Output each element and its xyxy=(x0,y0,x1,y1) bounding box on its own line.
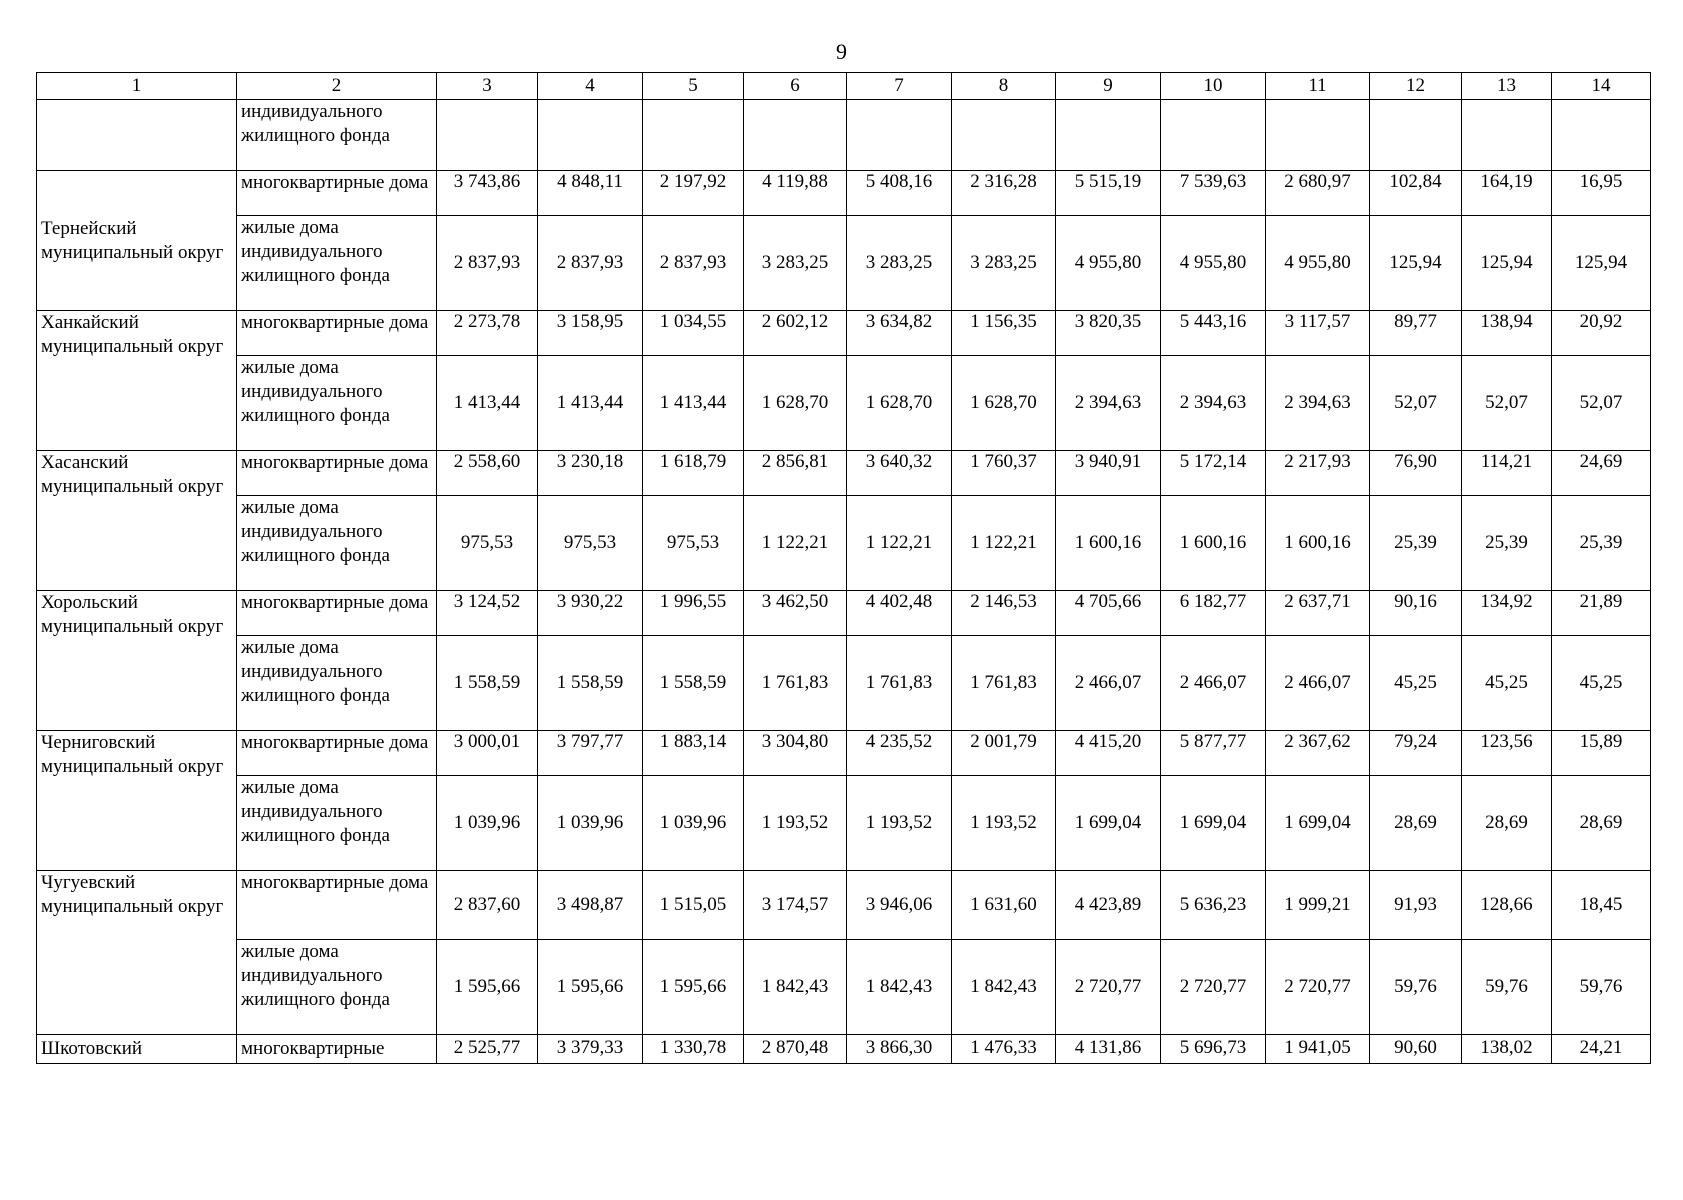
table-row xyxy=(37,776,1651,871)
value-cell: 15,89 xyxy=(1552,731,1651,776)
value-cell: 2 558,60 xyxy=(437,451,538,496)
value-cell: 4 955,80 xyxy=(1056,216,1161,311)
value-cell: 2 837,60 xyxy=(437,871,538,940)
column-header: 9 xyxy=(1056,73,1161,100)
value-cell: 76,90 xyxy=(1370,451,1462,496)
value-cell: 1 039,96 xyxy=(437,776,538,871)
value-cell xyxy=(643,100,744,171)
value-cell: 3 498,87 xyxy=(538,871,643,940)
value-cell: 2 146,53 xyxy=(952,591,1056,636)
value-cell: 3 797,77 xyxy=(538,731,643,776)
value-cell: 2 837,93 xyxy=(538,216,643,311)
column-header: 1 xyxy=(37,73,237,100)
housing-type-cell: многоквартирные дома xyxy=(237,591,437,636)
value-cell: 2 197,92 xyxy=(643,171,744,216)
housing-type-cell: многоквартирные дома xyxy=(237,451,437,496)
value-cell: 3 000,01 xyxy=(437,731,538,776)
value-cell: 59,76 xyxy=(1370,940,1462,1035)
value-cell: 2 394,63 xyxy=(1266,356,1370,451)
value-cell: 2 217,93 xyxy=(1266,451,1370,496)
housing-type-cell: многоквартирные дома xyxy=(237,871,437,940)
value-cell: 2 837,93 xyxy=(437,216,538,311)
value-cell: 2 316,28 xyxy=(952,171,1056,216)
housing-type-cell: жилые дома индивидуального жилищного фонда xyxy=(237,776,437,871)
value-cell: 1 699,04 xyxy=(1056,776,1161,871)
value-cell: 45,25 xyxy=(1370,636,1462,731)
value-cell: 3 283,25 xyxy=(847,216,952,311)
value-cell: 52,07 xyxy=(1370,356,1462,451)
value-cell: 1 631,60 xyxy=(952,871,1056,940)
value-cell: 2 680,97 xyxy=(1266,171,1370,216)
value-cell: 1 600,16 xyxy=(1056,496,1161,591)
value-cell: 2 602,12 xyxy=(744,311,847,356)
table-row xyxy=(37,100,1651,171)
value-cell: 2 720,77 xyxy=(1161,940,1266,1035)
value-cell: 1 600,16 xyxy=(1266,496,1370,591)
value-cell: 164,19 xyxy=(1462,171,1552,216)
housing-type-cell: многоквартирные xyxy=(237,1035,437,1064)
value-cell: 5 172,14 xyxy=(1161,451,1266,496)
value-cell: 3 230,18 xyxy=(538,451,643,496)
value-cell: 975,53 xyxy=(643,496,744,591)
value-cell: 4 955,80 xyxy=(1266,216,1370,311)
value-cell: 2 720,77 xyxy=(1056,940,1161,1035)
value-cell: 1 618,79 xyxy=(643,451,744,496)
value-cell: 28,69 xyxy=(1552,776,1651,871)
value-cell: 21,89 xyxy=(1552,591,1651,636)
value-cell: 1 628,70 xyxy=(847,356,952,451)
value-cell: 2 870,48 xyxy=(744,1035,847,1064)
value-cell: 1 842,43 xyxy=(744,940,847,1035)
value-cell: 5 443,16 xyxy=(1161,311,1266,356)
column-header: 12 xyxy=(1370,73,1462,100)
table-row xyxy=(37,216,1651,311)
value-cell xyxy=(1370,100,1462,171)
value-cell: 79,24 xyxy=(1370,731,1462,776)
value-cell: 1 039,96 xyxy=(538,776,643,871)
value-cell: 24,69 xyxy=(1552,451,1651,496)
value-cell: 114,21 xyxy=(1462,451,1552,496)
value-cell: 89,77 xyxy=(1370,311,1462,356)
value-cell: 4 119,88 xyxy=(744,171,847,216)
district-name: Ханкайский муниципальный округ xyxy=(37,311,237,451)
value-cell: 1 699,04 xyxy=(1266,776,1370,871)
value-cell: 4 848,11 xyxy=(538,171,643,216)
value-cell: 102,84 xyxy=(1370,171,1462,216)
value-cell: 3 283,25 xyxy=(952,216,1056,311)
value-cell: 5 408,16 xyxy=(847,171,952,216)
value-cell: 4 235,52 xyxy=(847,731,952,776)
value-cell: 3 866,30 xyxy=(847,1035,952,1064)
value-cell: 3 124,52 xyxy=(437,591,538,636)
value-cell: 5 696,73 xyxy=(1161,1035,1266,1064)
value-cell: 1 122,21 xyxy=(952,496,1056,591)
value-cell: 125,94 xyxy=(1370,216,1462,311)
table-row xyxy=(37,171,1651,216)
district-name: Хорольский муниципальный округ xyxy=(37,591,237,731)
value-cell: 1 842,43 xyxy=(952,940,1056,1035)
table-row xyxy=(37,871,1651,940)
value-cell: 5 515,19 xyxy=(1056,171,1161,216)
value-cell: 1 193,52 xyxy=(847,776,952,871)
value-cell: 90,16 xyxy=(1370,591,1462,636)
table-row xyxy=(37,451,1651,496)
housing-type-cell: жилые дома индивидуального жилищного фонда xyxy=(237,356,437,451)
value-cell: 3 634,82 xyxy=(847,311,952,356)
value-cell: 4 423,89 xyxy=(1056,871,1161,940)
value-cell: 2 466,07 xyxy=(1266,636,1370,731)
tariff-table xyxy=(36,72,1651,1064)
district-name: Черниговский муниципальный округ xyxy=(37,731,237,871)
district-cell xyxy=(37,100,237,171)
value-cell xyxy=(1161,100,1266,171)
value-cell: 1 761,83 xyxy=(952,636,1056,731)
column-header: 8 xyxy=(952,73,1056,100)
housing-type-cell: жилые дома индивидуального жилищного фонда xyxy=(237,940,437,1035)
value-cell: 3 158,95 xyxy=(538,311,643,356)
table-row xyxy=(37,940,1651,1035)
column-header: 13 xyxy=(1462,73,1552,100)
housing-type-cell: многоквартирные дома xyxy=(237,731,437,776)
value-cell: 25,39 xyxy=(1370,496,1462,591)
table-row xyxy=(37,496,1651,591)
value-cell: 128,66 xyxy=(1462,871,1552,940)
value-cell: 2 367,62 xyxy=(1266,731,1370,776)
column-header: 4 xyxy=(538,73,643,100)
value-cell xyxy=(1462,100,1552,171)
value-cell: 1 842,43 xyxy=(847,940,952,1035)
value-cell: 2 637,71 xyxy=(1266,591,1370,636)
value-cell: 52,07 xyxy=(1552,356,1651,451)
value-cell: 3 946,06 xyxy=(847,871,952,940)
value-cell: 1 156,35 xyxy=(952,311,1056,356)
value-cell xyxy=(952,100,1056,171)
value-cell: 45,25 xyxy=(1462,636,1552,731)
value-cell: 6 182,77 xyxy=(1161,591,1266,636)
district-name: Чугуевский муниципальный округ xyxy=(37,871,237,1035)
value-cell: 138,02 xyxy=(1462,1035,1552,1064)
value-cell: 1 996,55 xyxy=(643,591,744,636)
value-cell: 1 330,78 xyxy=(643,1035,744,1064)
value-cell: 125,94 xyxy=(1462,216,1552,311)
value-cell: 59,76 xyxy=(1462,940,1552,1035)
table-row xyxy=(37,636,1651,731)
value-cell: 25,39 xyxy=(1552,496,1651,591)
housing-type-cell: многоквартирные дома xyxy=(237,311,437,356)
housing-type-cell: жилые дома индивидуального жилищного фонда xyxy=(237,496,437,591)
value-cell: 1 515,05 xyxy=(643,871,744,940)
housing-type-cell: жилые дома индивидуального жилищного фонда xyxy=(237,216,437,311)
value-cell: 28,69 xyxy=(1370,776,1462,871)
value-cell: 45,25 xyxy=(1552,636,1651,731)
value-cell: 24,21 xyxy=(1552,1035,1651,1064)
value-cell xyxy=(1552,100,1651,171)
value-cell: 90,60 xyxy=(1370,1035,1462,1064)
table-row xyxy=(37,356,1651,451)
column-header: 5 xyxy=(643,73,744,100)
value-cell: 1 193,52 xyxy=(952,776,1056,871)
value-cell: 2 001,79 xyxy=(952,731,1056,776)
value-cell xyxy=(437,100,538,171)
value-cell: 123,56 xyxy=(1462,731,1552,776)
value-cell: 1 595,66 xyxy=(643,940,744,1035)
value-cell: 3 930,22 xyxy=(538,591,643,636)
value-cell: 3 743,86 xyxy=(437,171,538,216)
value-cell: 1 628,70 xyxy=(744,356,847,451)
value-cell: 3 174,57 xyxy=(744,871,847,940)
value-cell: 59,76 xyxy=(1552,940,1651,1035)
value-cell: 1 413,44 xyxy=(437,356,538,451)
value-cell: 52,07 xyxy=(1462,356,1552,451)
value-cell: 1 122,21 xyxy=(744,496,847,591)
value-cell: 4 705,66 xyxy=(1056,591,1161,636)
value-cell: 134,92 xyxy=(1462,591,1552,636)
column-header: 3 xyxy=(437,73,538,100)
value-cell: 3 283,25 xyxy=(744,216,847,311)
value-cell: 7 539,63 xyxy=(1161,171,1266,216)
housing-type-cell: индивидуального жилищного фонда xyxy=(237,100,437,171)
value-cell: 3 462,50 xyxy=(744,591,847,636)
value-cell: 16,95 xyxy=(1552,171,1651,216)
value-cell: 1 761,83 xyxy=(847,636,952,731)
value-cell: 18,45 xyxy=(1552,871,1651,940)
value-cell: 975,53 xyxy=(437,496,538,591)
value-cell: 2 466,07 xyxy=(1161,636,1266,731)
value-cell: 3 379,33 xyxy=(538,1035,643,1064)
district-name: Хасанский муниципальный округ xyxy=(37,451,237,591)
value-cell: 138,94 xyxy=(1462,311,1552,356)
column-header: 11 xyxy=(1266,73,1370,100)
value-cell: 3 304,80 xyxy=(744,731,847,776)
value-cell: 2 466,07 xyxy=(1056,636,1161,731)
value-cell: 1 413,44 xyxy=(538,356,643,451)
value-cell: 20,92 xyxy=(1552,311,1651,356)
value-cell: 1 558,59 xyxy=(437,636,538,731)
value-cell: 1 122,21 xyxy=(847,496,952,591)
value-cell: 4 402,48 xyxy=(847,591,952,636)
column-header: 7 xyxy=(847,73,952,100)
value-cell: 2 837,93 xyxy=(643,216,744,311)
value-cell: 1 595,66 xyxy=(538,940,643,1035)
value-cell: 1 558,59 xyxy=(643,636,744,731)
table-row xyxy=(37,591,1651,636)
value-cell: 1 999,21 xyxy=(1266,871,1370,940)
value-cell: 1 034,55 xyxy=(643,311,744,356)
column-header: 6 xyxy=(744,73,847,100)
district-name: Шкотовский xyxy=(37,1035,237,1064)
value-cell: 2 273,78 xyxy=(437,311,538,356)
value-cell: 1 595,66 xyxy=(437,940,538,1035)
table-body xyxy=(37,100,1651,1064)
value-cell: 2 525,77 xyxy=(437,1035,538,1064)
value-cell xyxy=(847,100,952,171)
value-cell xyxy=(744,100,847,171)
value-cell: 1 476,33 xyxy=(952,1035,1056,1064)
value-cell: 2 394,63 xyxy=(1161,356,1266,451)
column-header: 10 xyxy=(1161,73,1266,100)
value-cell xyxy=(538,100,643,171)
value-cell: 25,39 xyxy=(1462,496,1552,591)
value-cell: 1 193,52 xyxy=(744,776,847,871)
table-row xyxy=(37,1035,1651,1064)
value-cell xyxy=(1266,100,1370,171)
column-header: 2 xyxy=(237,73,437,100)
value-cell: 5 877,77 xyxy=(1161,731,1266,776)
value-cell: 4 131,86 xyxy=(1056,1035,1161,1064)
value-cell: 125,94 xyxy=(1552,216,1651,311)
value-cell: 2 720,77 xyxy=(1266,940,1370,1035)
header-row xyxy=(37,73,1651,100)
value-cell: 1 558,59 xyxy=(538,636,643,731)
housing-type-cell: многоквартирные дома xyxy=(237,171,437,216)
value-cell: 2 394,63 xyxy=(1056,356,1161,451)
page-number: 9 xyxy=(836,39,847,64)
table-row xyxy=(37,731,1651,776)
value-cell: 2 856,81 xyxy=(744,451,847,496)
value-cell: 975,53 xyxy=(538,496,643,591)
value-cell: 1 628,70 xyxy=(952,356,1056,451)
value-cell: 1 941,05 xyxy=(1266,1035,1370,1064)
table-row xyxy=(37,311,1651,356)
value-cell: 3 117,57 xyxy=(1266,311,1370,356)
value-cell: 28,69 xyxy=(1462,776,1552,871)
value-cell: 1 883,14 xyxy=(643,731,744,776)
value-cell: 1 600,16 xyxy=(1161,496,1266,591)
value-cell: 5 636,23 xyxy=(1161,871,1266,940)
value-cell xyxy=(1056,100,1161,171)
value-cell: 1 761,83 xyxy=(744,636,847,731)
district-name: Тернейский муниципальный округ xyxy=(37,171,237,311)
column-header: 14 xyxy=(1552,73,1651,100)
value-cell: 1 413,44 xyxy=(643,356,744,451)
value-cell: 1 699,04 xyxy=(1161,776,1266,871)
value-cell: 3 820,35 xyxy=(1056,311,1161,356)
housing-type-cell: жилые дома индивидуального жилищного фонда xyxy=(237,636,437,731)
value-cell: 1 760,37 xyxy=(952,451,1056,496)
value-cell: 1 039,96 xyxy=(643,776,744,871)
value-cell: 4 955,80 xyxy=(1161,216,1266,311)
value-cell: 4 415,20 xyxy=(1056,731,1161,776)
value-cell: 91,93 xyxy=(1370,871,1462,940)
value-cell: 3 940,91 xyxy=(1056,451,1161,496)
value-cell: 3 640,32 xyxy=(847,451,952,496)
